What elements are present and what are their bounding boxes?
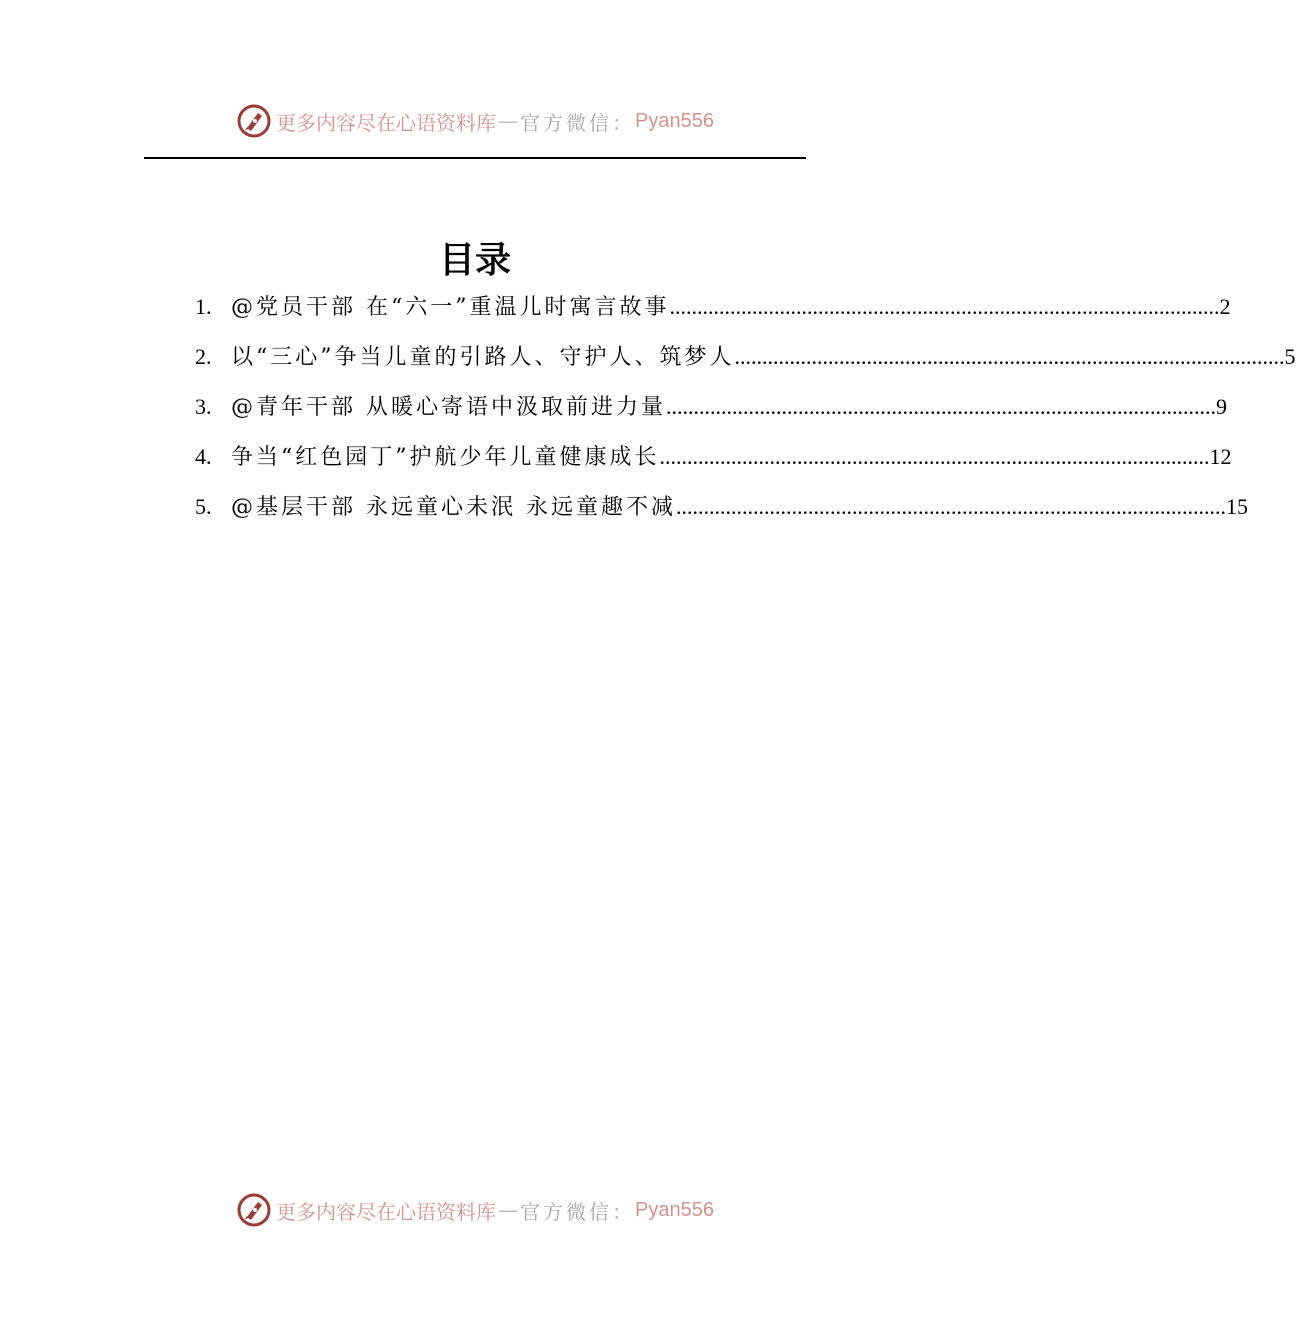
pen-nib-seal-icon bbox=[236, 103, 272, 139]
watermark-id: Pyan556 bbox=[635, 109, 714, 132]
toc-entry-page: 15 bbox=[1226, 494, 1248, 519]
toc-entry-5[interactable] bbox=[195, 490, 1248, 540]
toc-entry-number: 3. bbox=[195, 394, 212, 419]
watermark-official: 官方微信： bbox=[520, 110, 636, 135]
toc-entry-page: 2 bbox=[1219, 294, 1231, 319]
toc-entry-page: 5 bbox=[1284, 344, 1296, 369]
toc-entry-page: 12 bbox=[1209, 444, 1232, 469]
toc-entry-1[interactable] bbox=[195, 290, 1231, 340]
watermark-dash: — bbox=[498, 1198, 519, 1222]
toc-leader-dots bbox=[666, 394, 1216, 420]
watermark-official: 官方微信： bbox=[520, 1199, 636, 1224]
toc-entry-text: 以“三心”争当儿童的引路人、守护人、筑梦人 bbox=[231, 345, 735, 370]
header-watermark bbox=[0, 103, 950, 139]
toc-entry-text: @基层干部 永远童心未泯 永远童趣不减 bbox=[231, 495, 676, 520]
toc-entry-number: 4. bbox=[195, 444, 212, 469]
toc-list bbox=[195, 290, 1296, 540]
toc-entry-text: 争当“红色园丁”护航少年儿童健康成长 bbox=[231, 445, 660, 470]
toc-entry-3[interactable] bbox=[195, 390, 1227, 440]
watermark-text: 更多内容尽在心语资料库 bbox=[276, 1199, 497, 1224]
toc-entry-number: 2. bbox=[195, 344, 212, 369]
toc-entry-4[interactable] bbox=[195, 440, 1232, 490]
footer-watermark bbox=[0, 1192, 950, 1228]
toc-leader-dots bbox=[670, 294, 1220, 320]
toc-leader-dots bbox=[676, 494, 1226, 520]
toc-entry-page: 9 bbox=[1216, 394, 1227, 419]
watermark-dash: — bbox=[498, 109, 519, 133]
toc-entry-number: 1. bbox=[195, 294, 212, 319]
toc-title: 目录 bbox=[438, 239, 511, 281]
watermark-text: 更多内容尽在心语资料库 bbox=[276, 110, 497, 135]
toc-leader-dots bbox=[660, 444, 1210, 470]
pen-nib-seal-icon bbox=[236, 1192, 272, 1228]
toc-entry-text: @党员干部 在“六一”重温儿时寓言故事 bbox=[231, 295, 670, 320]
toc-entry-text: @青年干部 从暖心寄语中汲取前进力量 bbox=[231, 395, 666, 420]
toc-leader-dots bbox=[735, 344, 1285, 370]
watermark-id: Pyan556 bbox=[635, 1198, 714, 1221]
toc-entry-2[interactable] bbox=[195, 340, 1296, 390]
toc-entry-number: 5. bbox=[195, 494, 212, 519]
header-divider bbox=[144, 157, 806, 159]
